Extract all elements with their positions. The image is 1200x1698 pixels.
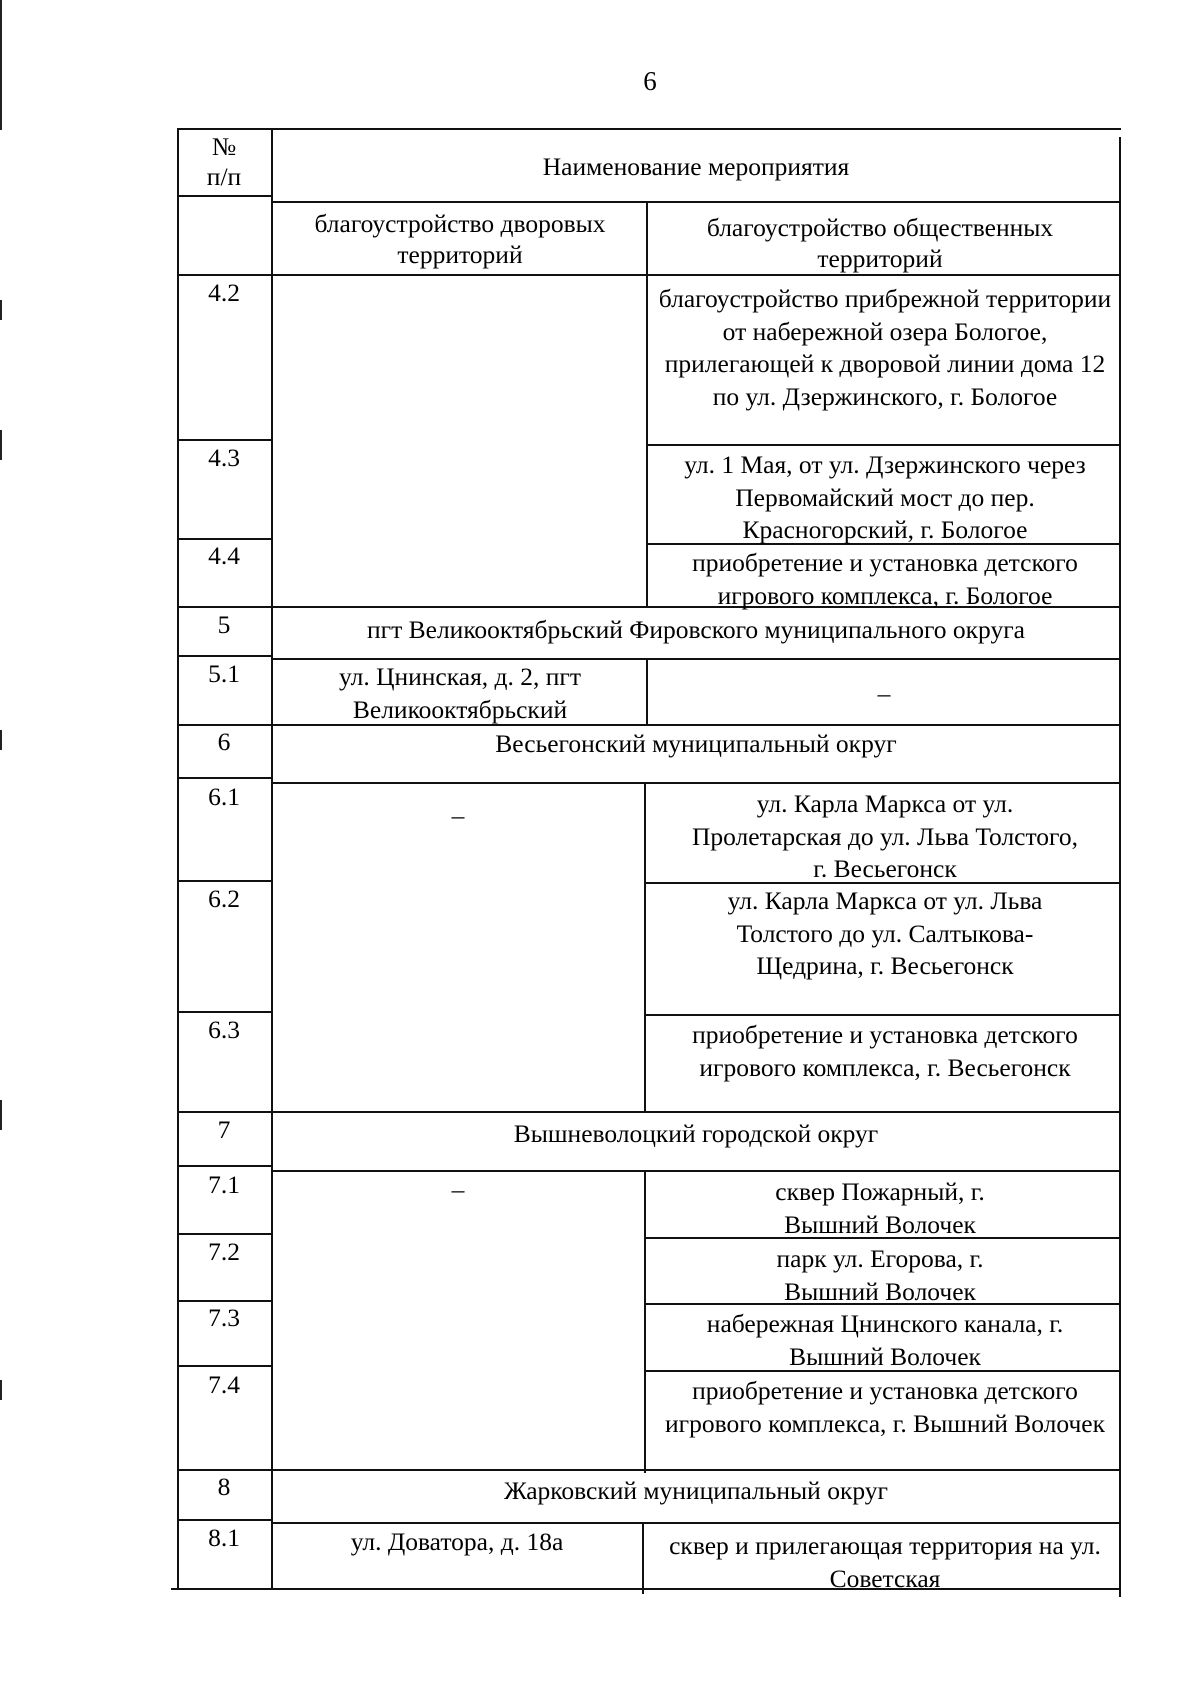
public-territory-cell: набережная Цнинского канала, г. Вышний Волочек xyxy=(706,1309,1064,1371)
subcolumn-divider xyxy=(644,1170,646,1473)
yard-territory-cell: – xyxy=(451,801,465,830)
row-divider xyxy=(177,880,273,882)
section-title: Вышневолоцкий городской округ xyxy=(513,1119,879,1148)
row-divider xyxy=(177,655,273,657)
scan-edge-mark xyxy=(0,0,2,130)
row-divider xyxy=(177,538,273,540)
row-divider xyxy=(177,439,273,441)
scan-edge-mark xyxy=(0,1380,2,1400)
public-territory-cell: приобретение и установка детского игрового комплекса, г. Бологое xyxy=(692,548,1078,610)
row-number: 7.2 xyxy=(208,1237,240,1266)
num-column-divider xyxy=(271,128,273,1588)
public-territory-cell: – xyxy=(877,679,891,708)
row-divider xyxy=(271,782,1121,784)
table-border-left xyxy=(177,128,179,1588)
row-divider xyxy=(271,201,1121,203)
row-divider xyxy=(177,274,1121,276)
section-title: Жарковский муниципальный округ xyxy=(504,1476,888,1505)
public-territory-cell: приобретение и установка детского игрового комплекса, г. Вышний Волочек xyxy=(665,1376,1105,1438)
row-divider xyxy=(177,777,273,779)
section-title: пгт Великооктябрьский Фировского муниципального округа xyxy=(367,615,1025,644)
header-num-label: № п/п xyxy=(206,132,242,191)
row-number: 4.4 xyxy=(208,541,240,570)
subcolumn-divider xyxy=(644,782,646,1112)
row-number: 5 xyxy=(217,610,231,639)
row-number: 4.3 xyxy=(208,443,240,472)
scan-edge-mark xyxy=(0,430,2,460)
scan-edge-mark xyxy=(0,300,2,320)
subcolumn-divider xyxy=(642,1522,644,1594)
row-divider xyxy=(177,1469,1121,1471)
row-divider xyxy=(177,1365,273,1367)
yard-territory-cell: – xyxy=(451,1175,465,1204)
row-number: 7 xyxy=(217,1115,231,1144)
row-divider xyxy=(646,444,1121,446)
row-divider xyxy=(177,1519,273,1521)
row-number: 7.4 xyxy=(208,1370,240,1399)
header-col-public: благоустройство общественных территорий xyxy=(706,213,1054,273)
row-divider xyxy=(177,1165,273,1167)
scan-edge-mark xyxy=(0,1100,2,1130)
row-divider xyxy=(177,1011,273,1013)
row-divider xyxy=(177,1233,273,1235)
public-territory-cell: ул. Карла Маркса от ул. Пролетарская до ул. Льва Толстого, г. Весьегонск xyxy=(691,789,1079,883)
yard-territory-cell: ул. Цнинская, д. 2, пгт Великооктябрьский xyxy=(338,662,582,724)
row-number: 7.1 xyxy=(208,1170,240,1199)
row-number: 6 xyxy=(217,727,231,756)
row-divider xyxy=(271,658,1121,660)
row-number: 4.2 xyxy=(208,278,240,307)
header-title: Наименование мероприятия xyxy=(542,152,850,181)
table-top-border xyxy=(177,128,1121,130)
scan-edge-mark xyxy=(0,730,2,750)
row-divider xyxy=(177,1111,1121,1113)
row-number: 6.3 xyxy=(208,1015,240,1044)
public-territory-cell: парк ул. Егорова, г. Вышний Волочек xyxy=(776,1244,984,1306)
row-divider xyxy=(271,1170,1121,1172)
yard-territory-cell: ул. Доватора, д. 18а xyxy=(350,1527,564,1556)
section-title: Весьегонский муниципальный округ xyxy=(495,729,897,758)
row-number: 6.1 xyxy=(208,782,240,811)
public-territory-cell: приобретение и установка детского игрового комплекса, г. Весьегонск xyxy=(692,1020,1078,1082)
row-number: 5.1 xyxy=(208,659,240,688)
row-number: 8 xyxy=(217,1472,231,1501)
row-divider xyxy=(644,1014,1121,1016)
row-divider xyxy=(271,1522,1121,1524)
row-number: 6.2 xyxy=(208,884,240,913)
public-territory-cell: сквер Пожарный, г. Вышний Волочек xyxy=(775,1177,985,1239)
page-number: 6 xyxy=(643,66,657,96)
public-territory-cell: ул. Карла Маркса от ул. Льва Толстого до ул. Салтыкова-Щедрина, г. Весьегонск xyxy=(727,886,1043,980)
public-territory-cell: благоустройство прибрежной территории от набережной озера Бологое, прилегающей к дворовой линии дома 12 по ул. Дзержинского, г. Бологое xyxy=(658,284,1112,411)
row-divider xyxy=(177,1300,273,1302)
public-territory-cell: ул. 1 Мая, от ул. Дзержинского через Первомайский мост до пер. Красногорский, г. Бологое xyxy=(684,450,1086,544)
subcolumn-divider xyxy=(646,201,648,607)
header-col-yard: благоустройство дворовых территорий xyxy=(314,209,606,269)
row-divider xyxy=(177,195,273,197)
row-number: 8.1 xyxy=(208,1523,240,1552)
row-number: 7.3 xyxy=(208,1303,240,1332)
public-territory-cell: сквер и прилегающая территория на ул. Советская xyxy=(669,1531,1101,1593)
